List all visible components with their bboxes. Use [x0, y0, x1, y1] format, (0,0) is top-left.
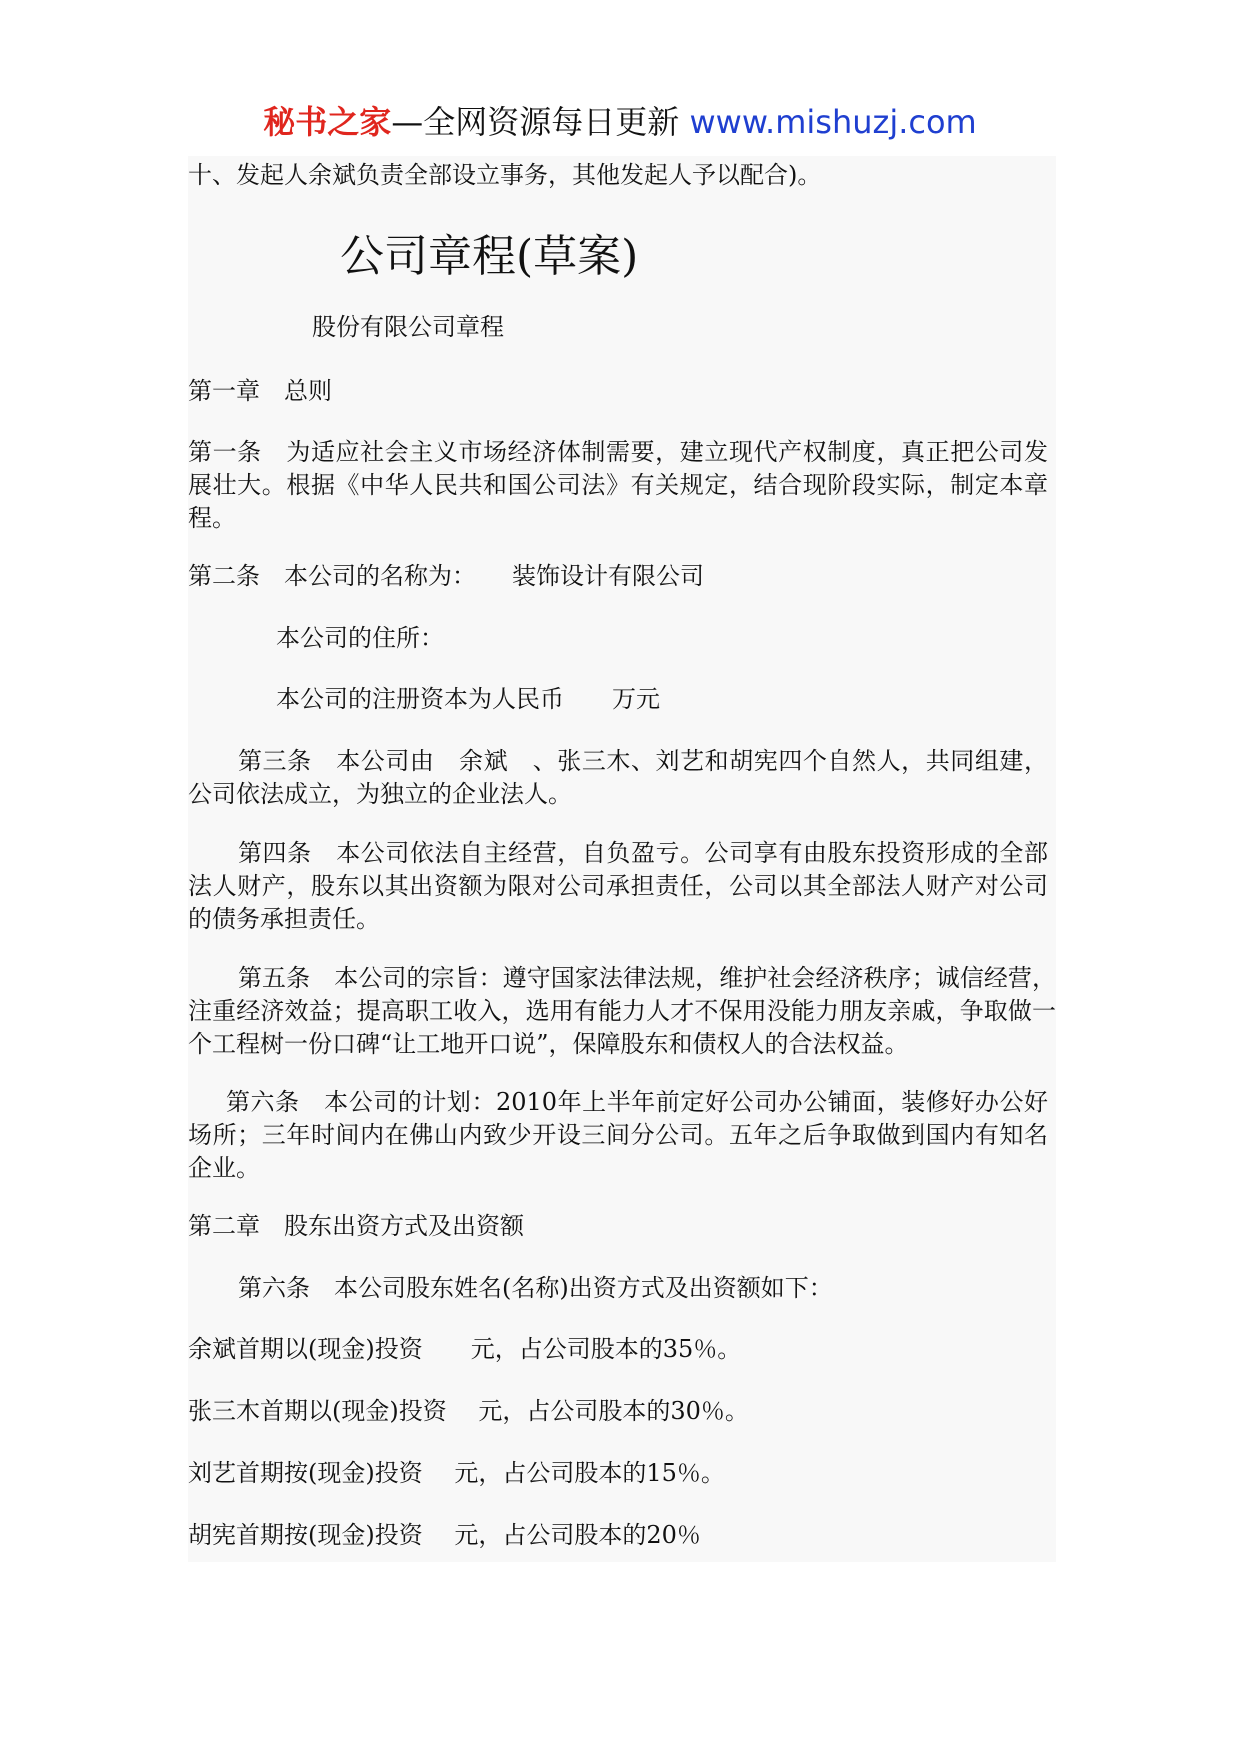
- article-5: 第五条 本公司的宗旨：遵守国家法律法规，维护社会经济秩序；诚信经营，注重经济效益；提高职工收入，选用有能力人才不保用没能力朋友亲戚，争取做一个工程树一份口碑“让工地开口说”，保障股东和债权人的合法权益。: [188, 964, 1056, 1058]
- article-6-shareholders: 第六条 本公司股东姓名(名称)出资方式及出资额如下：: [238, 1274, 833, 1302]
- chapter-heading: 第二章 股东出资方式及出资额: [188, 1212, 524, 1240]
- shareholder-line: 胡宪首期按(现金)投资 元，占公司股本的20％: [188, 1521, 701, 1549]
- shareholder-line: 刘艺首期按(现金)投资 元，占公司股本的15％。: [188, 1459, 725, 1487]
- shareholder-line: 余斌首期以(现金)投资 元，占公司股本的35％。: [188, 1335, 742, 1363]
- document-subtitle: 股份有限公司章程: [312, 313, 504, 341]
- header-tagline: —全网资源每日更新: [391, 103, 680, 141]
- article-2: 第二条 本公司的名称为： 装饰设计有限公司: [188, 562, 704, 590]
- chapter-heading: 第一章 总则: [188, 377, 332, 405]
- article-1: 第一条 为适应社会主义市场经济体制需要，建立现代产权制度，真正把公司发展壮大。根据《中华人民共和国公司法》有关规定，结合现阶段实际，制定本章程。: [188, 438, 1048, 532]
- article-6: 第六条 本公司的计划：2010年上半年前定好公司办公铺面，装修好办公好场所；三年时间内在佛山内致少开设三间分公司。五年之后争取做到国内有知名企业。: [188, 1088, 1048, 1182]
- shareholder-line: 张三木首期以(现金)投资 元，占公司股本的30％。: [188, 1397, 749, 1425]
- article-2-address: 本公司的住所：: [276, 624, 444, 652]
- brand-name: 秘书之家: [263, 103, 392, 141]
- intro-line: 十、发起人余斌负责全部设立事务，其他发起人予以配合)。: [188, 161, 822, 189]
- article-3: 第三条 本公司由 余斌 、张三木、刘艺和胡宪四个自然人，共同组建，公司依法成立，为独立的企业法人。: [188, 747, 1048, 808]
- site-url-link[interactable]: www.mishuzj.com: [689, 103, 977, 141]
- document-body: [188, 156, 1056, 1562]
- site-header: [0, 100, 1240, 144]
- article-4: 第四条 本公司依法自主经营，自负盈亏。公司享有由股东投资形成的全部法人财产，股东以其出资额为限对公司承担责任，公司以其全部法人财产对公司的债务承担责任。: [188, 839, 1048, 933]
- document-title: 公司章程(草案): [340, 231, 639, 282]
- article-2-capital: 本公司的注册资本为人民币 万元: [276, 685, 660, 713]
